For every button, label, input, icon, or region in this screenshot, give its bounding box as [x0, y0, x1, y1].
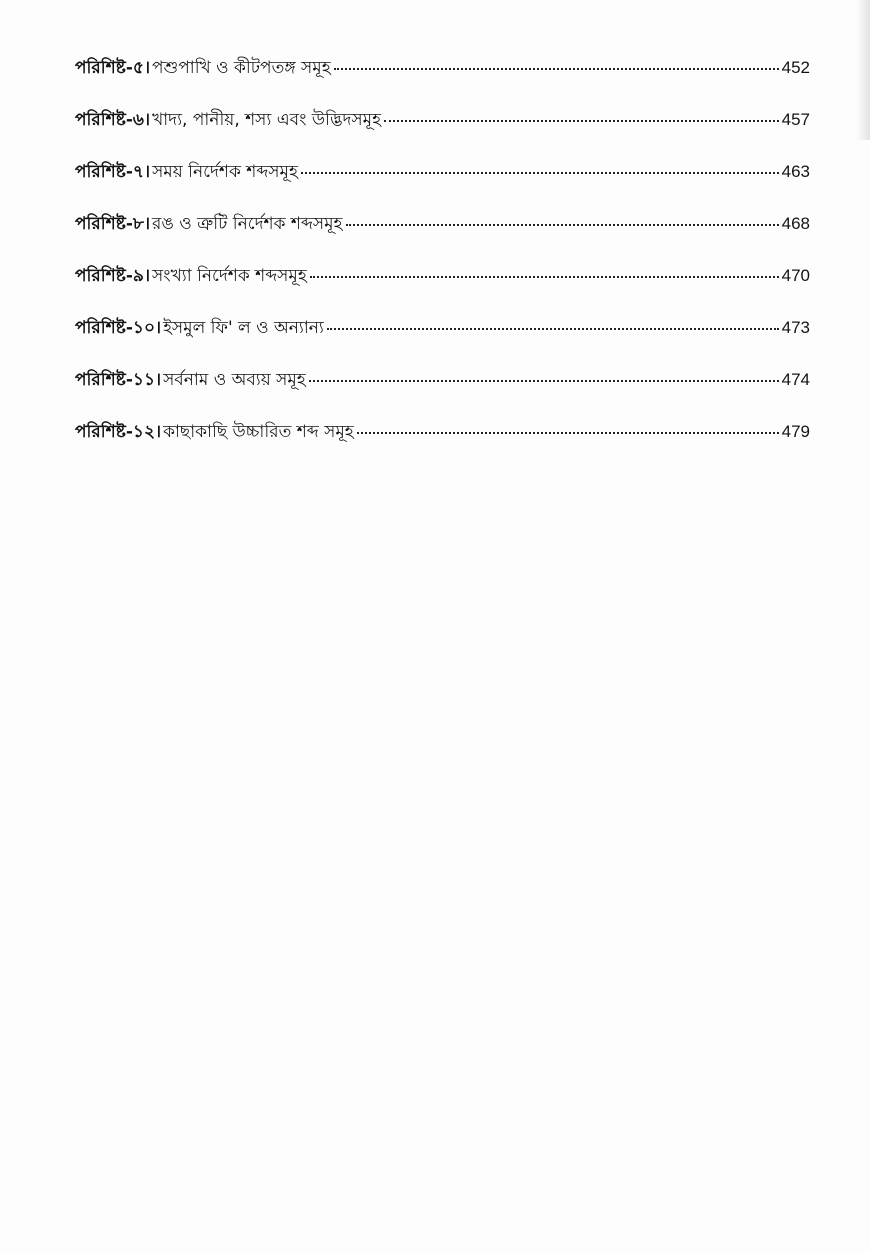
entry-page-number: 452 [781, 58, 810, 77]
entry-title: রঙ ও ত্রুটি নির্দেশক শব্দসমূহ [152, 214, 343, 234]
entry-page-number: 473 [781, 318, 810, 337]
toc-entry[interactable] [75, 266, 810, 318]
entry-title: কাছাকাছি উচ্চারিত শব্দ সমূহ [163, 422, 354, 442]
entry-title: সর্বনাম ও অব্যয় সমূহ [163, 370, 306, 390]
entry-title: সংখ্যা নির্দেশক শব্দসমূহ [152, 266, 307, 286]
entry-title: খাদ্য, পানীয়, শস্য এবং উদ্ভিদসমূহ [152, 110, 382, 130]
page-edge-shadow [856, 0, 870, 140]
entry-prefix: পরিশিষ্ট-৭। [75, 162, 151, 182]
toc-entry[interactable] [75, 214, 810, 266]
entry-prefix: পরিশিষ্ট-৬। [75, 110, 151, 130]
toc-entry[interactable] [75, 58, 810, 110]
toc-entry[interactable] [75, 370, 810, 422]
entry-prefix: পরিশিষ্ট-৮। [75, 214, 151, 234]
table-of-contents [75, 58, 810, 474]
dot-leader [309, 380, 779, 382]
dot-leader [346, 224, 779, 226]
dot-leader [384, 120, 779, 122]
entry-prefix: পরিশিষ্ট-৫। [75, 58, 151, 78]
entry-page-number: 479 [781, 422, 810, 441]
entry-title: সময় নির্দেশক শব্দসমূহ [152, 162, 298, 182]
entry-page-number: 470 [781, 266, 810, 285]
entry-title: ইসমুল ফি' ল ও অন্যান্য [163, 318, 324, 338]
toc-entry[interactable] [75, 318, 810, 370]
toc-entry[interactable] [75, 110, 810, 162]
toc-entry[interactable] [75, 422, 810, 474]
entry-page-number: 474 [781, 370, 810, 389]
entry-page-number: 468 [781, 214, 810, 233]
entry-prefix: পরিশিষ্ট-১০। [75, 318, 162, 338]
dot-leader [357, 432, 779, 434]
dot-leader [301, 172, 779, 174]
entry-prefix: পরিশিষ্ট-১২। [75, 422, 162, 442]
dot-leader [310, 276, 779, 278]
dot-leader [334, 68, 779, 70]
toc-entry[interactable] [75, 162, 810, 214]
dot-leader [327, 328, 779, 330]
entry-page-number: 463 [781, 162, 810, 181]
entry-prefix: পরিশিষ্ট-৯। [75, 266, 151, 286]
entry-prefix: পরিশিষ্ট-১১। [75, 370, 162, 390]
entry-page-number: 457 [781, 110, 810, 129]
entry-title: পশুপাখি ও কীটপতঙ্গ সমূহ [152, 58, 331, 78]
